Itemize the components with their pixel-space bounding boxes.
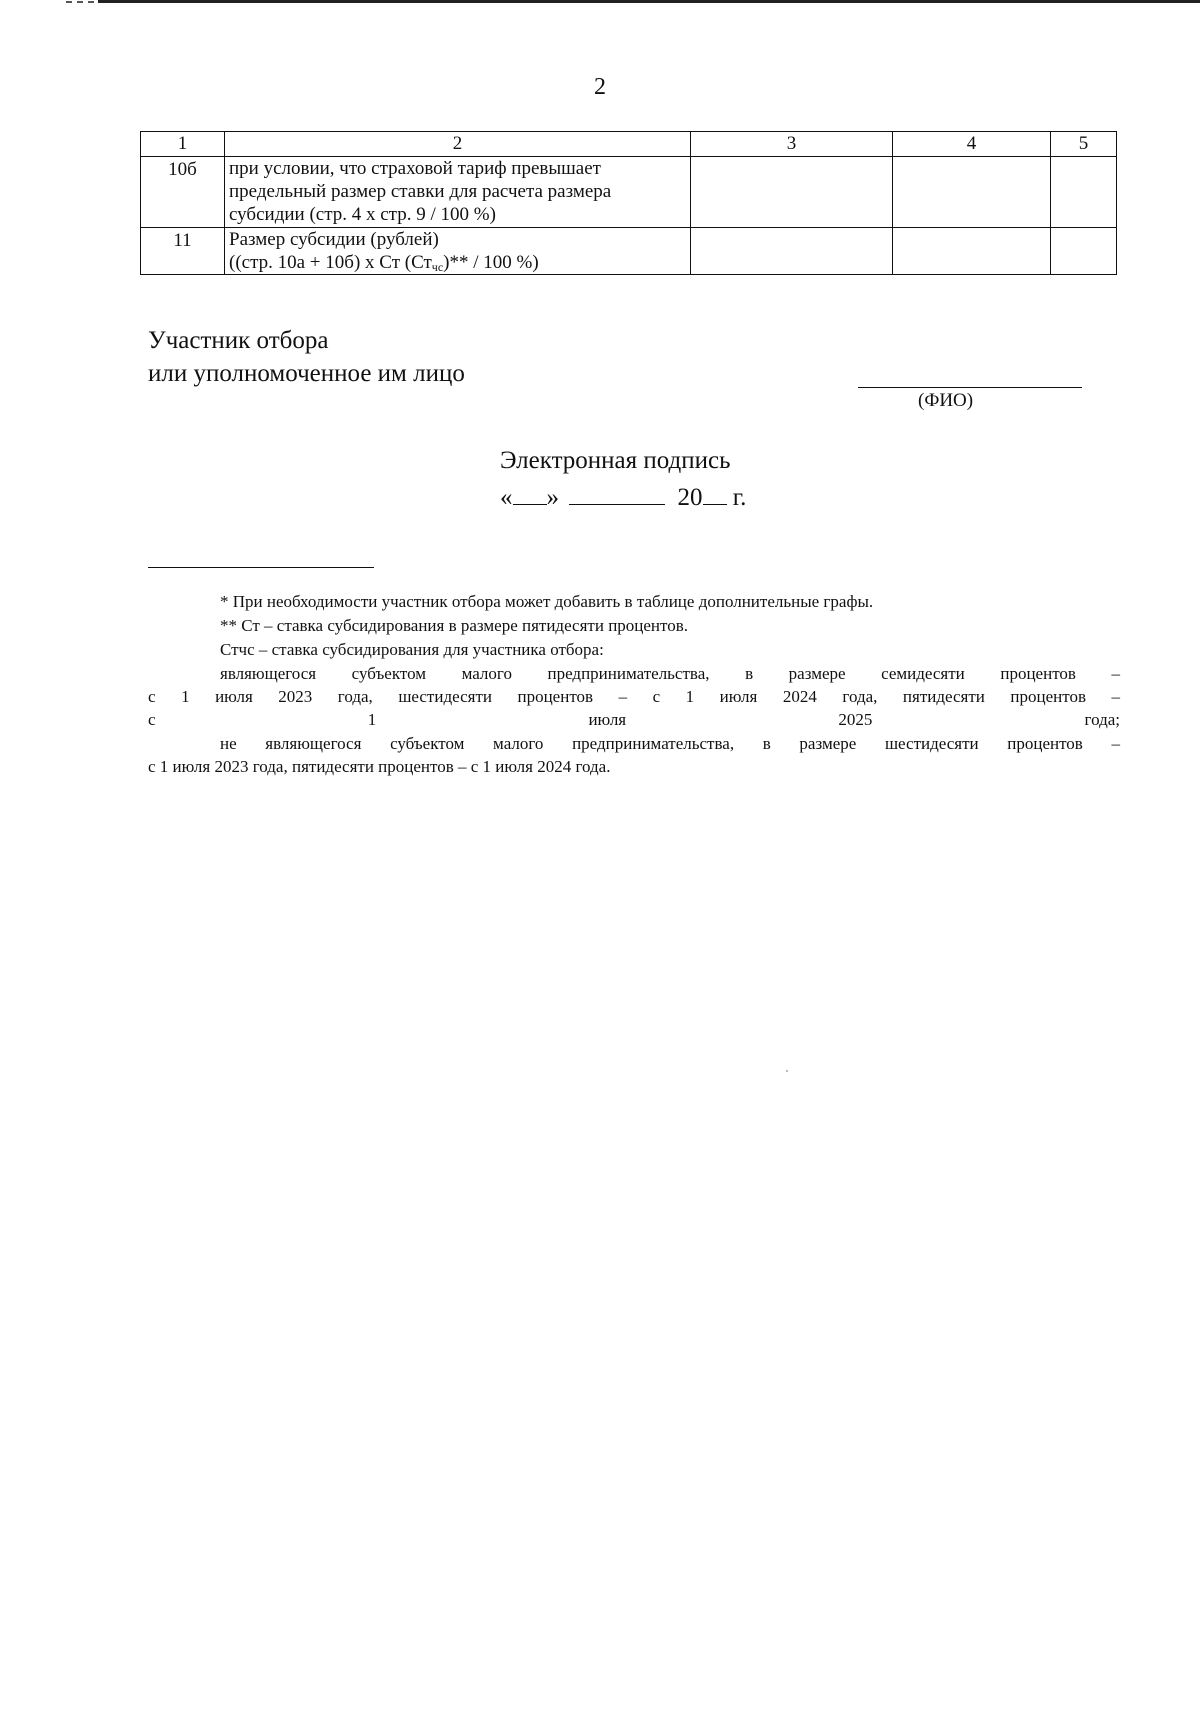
footnote-line: с 1 июля 2023 года, пятидесяти процентов – с 1 июля 2024 года. — [148, 757, 611, 776]
table-header-cell: 1 — [141, 132, 225, 157]
footnote-rate-stchs: Стчс – ставка субсидирования для участника отбора: — [220, 640, 604, 659]
row-value-col3 — [691, 227, 893, 275]
scan-top-edge-dash — [66, 1, 94, 3]
footnote-separator — [148, 567, 374, 568]
row-description-line: предельный размер ставки для расчета размера — [229, 181, 612, 203]
footnote-line: с 1 июля 2025 года; — [148, 710, 1120, 729]
table-header-cell: 2 — [225, 132, 691, 157]
footnotes — [148, 590, 1120, 779]
year-suffix: г. — [732, 484, 747, 511]
row-value-col3 — [691, 157, 893, 228]
footnote-line: не являющегося субъектом малого предпринимательства, в размере шестидесяти процентов – — [220, 734, 1120, 753]
row-description — [225, 227, 691, 275]
row-description-line: субсидии (стр. 4 х стр. 9 / 100 %) — [229, 204, 496, 226]
month-blank — [569, 478, 665, 505]
footnote-small-business — [148, 662, 1120, 731]
table-header-cell: 5 — [1051, 132, 1117, 157]
row-description-line: Размер субсидии (рублей) — [229, 228, 439, 250]
fio-caption: (ФИО) — [918, 390, 974, 411]
formula-tail: )** / 100 %) — [443, 251, 539, 273]
day-blank — [513, 478, 547, 505]
signer-title: Участник отбора — [148, 327, 329, 354]
table-header-row — [141, 132, 1117, 157]
year-prefix: 20 — [677, 484, 703, 511]
signer-subtitle: или уполномоченное им лицо — [148, 360, 465, 387]
table-row — [141, 157, 1117, 228]
year-blank — [703, 478, 727, 505]
scan-speck — [786, 1070, 788, 1072]
row-formula — [229, 251, 686, 275]
table-header-cell: 3 — [691, 132, 893, 157]
row-value-col4 — [893, 227, 1051, 275]
signer-block — [148, 324, 465, 390]
row-description-line: при условии, что страховой тариф превышает — [229, 158, 601, 179]
subsidy-calculation-table — [140, 131, 1117, 275]
row-value-col5 — [1051, 157, 1117, 228]
footnote-non-small-business — [148, 732, 1120, 778]
signature-date-line — [500, 478, 746, 515]
footnote-line: с 1 июля 2023 года, шестидесяти процентов – с 1 июля 2024 года, пятидесяти процентов – — [148, 687, 1120, 706]
row-value-col5 — [1051, 227, 1117, 275]
footnote-additional-columns: * При необходимости участник отбора может добавить в таблице дополнительные графы. — [220, 592, 874, 611]
fio-signature-line — [858, 387, 1082, 388]
table-header-cell: 4 — [893, 132, 1051, 157]
date-open-quote: « — [500, 484, 513, 511]
footnote-line: являющегося субъектом малого предпринимательства, в размере семидесяти процентов – — [220, 664, 1120, 683]
date-close-quote: » — [546, 484, 559, 511]
table-row — [141, 227, 1117, 275]
electronic-signature-title: Электронная подпись — [500, 447, 731, 474]
formula-main: ((стр. 10а + 10б) х Ст (Ст — [229, 251, 432, 273]
scan-top-edge — [98, 0, 1200, 3]
row-description — [225, 157, 691, 228]
formula-subscript: чс — [431, 259, 444, 274]
page-number: 2 — [594, 74, 606, 100]
row-number: 11 — [141, 227, 225, 275]
row-number: 10б — [141, 157, 225, 228]
row-value-col4 — [893, 157, 1051, 228]
footnote-rate-st: ** Ст – ставка субсидирования в размере пятидесяти процентов. — [220, 616, 689, 635]
